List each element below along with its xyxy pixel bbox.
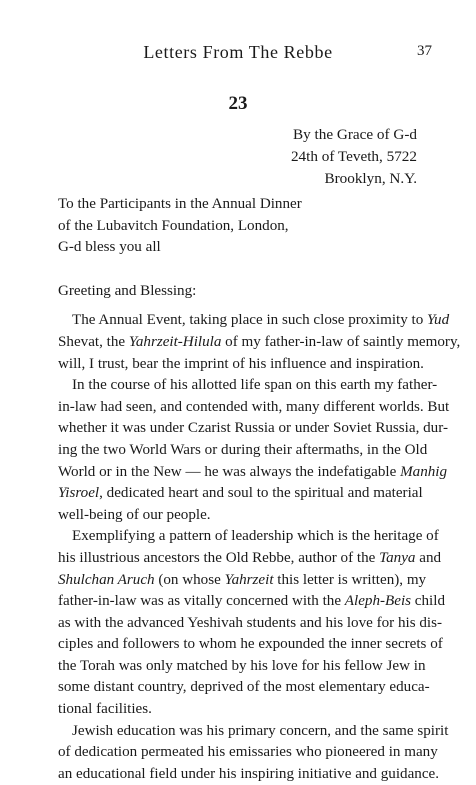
page-number: 37 <box>417 43 432 59</box>
letter-body <box>58 194 461 785</box>
paragraph <box>58 526 445 720</box>
text-line: an educational field under his inspiring initiative and guidance. <box>58 765 440 782</box>
text-line: whether it was under Czarist Russia or under Soviet Russia, dur- <box>58 420 448 437</box>
text-line: well-being of our people. <box>58 506 211 523</box>
dateline-line: Brooklyn, N.Y. <box>324 170 417 187</box>
addressee-line: G-d bless you all <box>58 239 161 256</box>
text-line: some distant country, deprived of the most elementary educa- <box>58 679 430 696</box>
paragraph <box>58 721 449 785</box>
greeting: Greeting and Blessing: <box>58 282 197 299</box>
text-span: The Annual Event, taking place in such close proximity to <box>72 312 428 329</box>
text-line <box>58 570 427 592</box>
running-title: Letters From The Rebbe <box>143 42 333 62</box>
text-line <box>58 462 448 484</box>
text-span: his illustrious ancestors the Old Rebbe, author of the <box>58 549 380 566</box>
text-line: ciples and followers to whom he expounded the inner secrets of <box>58 636 443 653</box>
text-line: the Torah was only matched by his love for his fellow Jew in <box>58 657 426 674</box>
text-span: of my father-in-law of saintly memory, <box>221 333 461 350</box>
text-line <box>58 332 461 354</box>
text-line <box>58 483 423 505</box>
addressee-line: of the Lubavitch Foundation, London, <box>58 217 289 234</box>
text-line: Jewish education was his primary concern, and the same spirit <box>72 722 449 739</box>
text-span: child <box>411 593 445 610</box>
italic-term: Shulchan Aruch <box>58 571 155 588</box>
text-line <box>58 548 442 570</box>
text-line: ing the two World Wars or during their aftermaths, in the Old <box>58 441 428 458</box>
italic-term: Yud <box>427 312 450 329</box>
italic-term: Manhig <box>400 463 448 480</box>
italic-term: Yahrzeit-Hilula <box>128 333 222 350</box>
italic-term: Aleph-Beis <box>344 593 412 610</box>
text-line <box>58 310 450 332</box>
text-span: World or in the New — he was always the indefatigable <box>58 463 401 480</box>
text-line: will, I trust, bear the imprint of his influence and inspiration. <box>58 355 424 372</box>
dateline-line: By the Grace of G-d <box>293 126 417 143</box>
text-span: (on whose <box>154 571 225 588</box>
text-line <box>58 591 445 613</box>
text-span: father-in-law was as vitally concerned with the <box>58 593 345 610</box>
running-head <box>0 42 476 66</box>
paragraph <box>58 310 461 375</box>
dateline-line: 24th of Teveth, 5722 <box>290 148 417 165</box>
italic-term: Yisroel <box>58 485 100 502</box>
text-line: of dedication permeated his emissaries who pioneered in many <box>58 744 438 761</box>
text-line: as with the advanced Yeshivah students and his love for his dis- <box>58 614 442 631</box>
text-line: Exemplifying a pattern of leadership which is the heritage of <box>72 528 439 545</box>
paragraph <box>58 375 450 526</box>
text-span: this letter is written), my <box>273 571 427 588</box>
text-line: tional facilities. <box>58 701 152 718</box>
text-span: , dedicated heart and soul to the spiritual and material <box>99 485 423 502</box>
text-line: In the course of his allotted life span on this earth my father- <box>72 377 438 394</box>
italic-term: Yahrzeit <box>224 571 274 588</box>
dateline <box>291 124 417 190</box>
text-span: and <box>415 549 442 566</box>
addressee-line: To the Participants in the Annual Dinner <box>58 196 302 212</box>
letter-number: 23 <box>228 93 248 114</box>
italic-term: Tanya <box>379 549 416 566</box>
text-line: in-law had seen, and contended with, many different worlds. But <box>58 398 450 415</box>
text-span: Shevat, the <box>58 333 129 350</box>
addressee <box>58 194 418 259</box>
